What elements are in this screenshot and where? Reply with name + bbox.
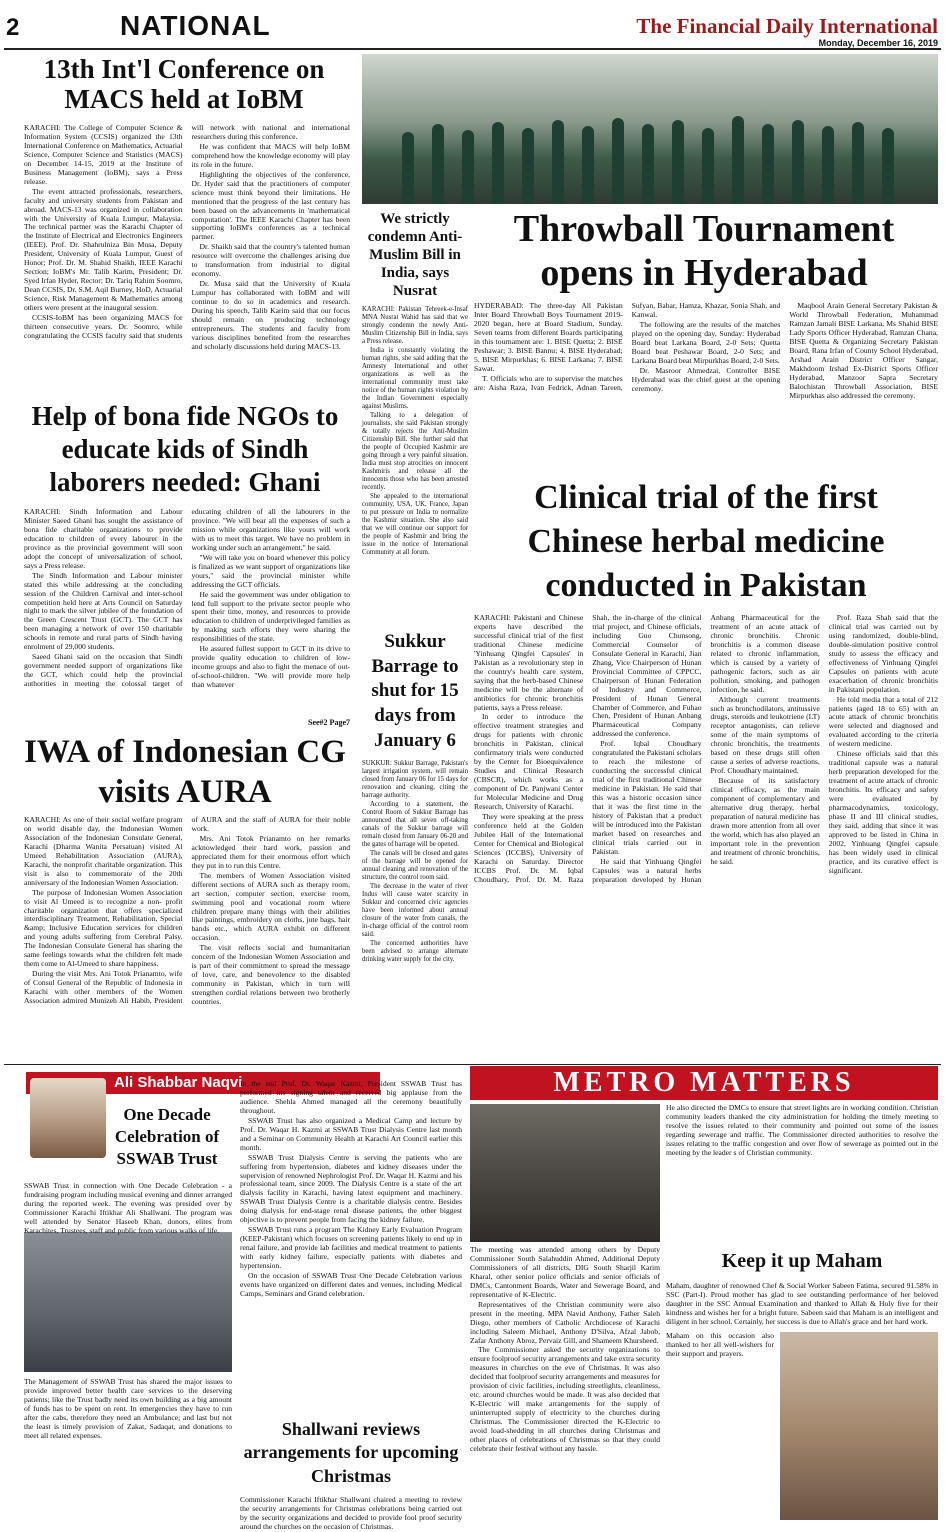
- throwball-paragraph: HYDERABAD: The three-day All Pakistan Inter Board Throwball Boys Tournament 2019-2020 began, here at Board Stadium, Sunday. Seven teams from different Boards participating in this tournament are: 1. BISE Quetta; 2. BISE Peshawar; 3. BISE Bannu; 4. BISE Hyderabad; 5. BISE Mirpurkhas; 6. BISE Larkana; 7. BISE Sawat.: [474, 301, 623, 373]
- nusrat-paragraph: India is constantly violating the human rights, she said adding that the Amnesty International and other organizations as well as the international community must take notice of the human rights violation by the Indian Government especially against Muslims.: [362, 347, 468, 411]
- macs-paragraph: Dr. Shaikh said that the country's talented human resource will overcome the challenges arising due to transformation from industrial to digital economy.: [191, 242, 350, 279]
- ngo-paragraph: "We will take you on board whenever this policy is finalized as we want support of organizations like yours," said the provincial minister while addressing the GCT officials.: [191, 552, 350, 589]
- masthead-rule: [4, 48, 941, 50]
- iwa-headline: IWA of Indonesian CG visits AURA: [24, 734, 346, 811]
- sukkur-paragraph: The concerned authorities have been advised to arrange alternate drinking water supply for the city.: [362, 940, 468, 964]
- macs-paragraph: The event attracted professionals, researchers, faculty and university students from Pakistan and abroad. MACS-13 was organized in collaboration with the University of Kuala Lumpur, Malaysia. The technical partner was the Karachi Chapter of the Institute of Electrical and Electronics Engineers (IEEE). Prof. Dr. Shahrulniza Bin Musa, Deputy President, University of Kuala Lumpur, Guest of Honor; Prof. Dr. M. Shahid Shaikh, IEEE Karachi Section; IoBM's Mr. Talib Karim, President; Dr. Syed Irfan Hyder, Rector; Dr. Tariq Rahim Soomro, Dean CCSIS, Dr. S.M. Aqil Burney, HoD, Actuarial Science, Risk Management & Mathematics among others were present at the inaugural session.: [24, 186, 183, 313]
- throwball-paragraph: T. Officials who are to supervise the matches are: Aisha Raza, Ivan Fedrick, Adnan Tareen, Sufyan, Babar, Hamza, Khazar, Sonia Shah, and Kanwal.: [474, 301, 781, 392]
- herbal-paragraph: They were speaking at the press conference held at the Golden Jubilee Hall of the International Center for Chemical and Biological Sciences (ICCBS), University of Karachi on Saturday. Director ICCBS Prof. Dr. M. Iqbal Choudhary, Prof. Dr. M. Raza Shah, the in-charge of the clinical trial project, and Chinese officials, including Guo Chunsong, Commercial Counselor of Consulate General in Karachi, Jian Zhang, Vice Chairperson of Hunan Provincial Committee of CPPCC, Chairperson of Hunan Federation of Industry and Commerce, President of Hunan General Chamber of Commerce, and Fuhao Chen, President of Hunan Anbang Pharmaceutical Company addressed the conference.: [474, 613, 702, 884]
- herbal-paragraph: Chinese officials said that this traditional capsule was a natural herb preparation developed for the treatment of acute attack of chronic bronchitis. Its efficacy and safety were evaluated by pharmacodynamics, toxicology, phase II and III clinical studies, they said, adding that since it was approved to be listed in China in 2002, Yinhuang Qingfei capsule has been widely used in clinical practice, and its curative effect is significant.: [828, 749, 938, 875]
- sukkur-paragraph: The canals will be closed and gates of the barrage will be opened for annual cleaning and renovation of the structure, the control room said.: [362, 850, 468, 882]
- shallwani-paragraph: He also directed the DMCs to ensure that street lights are in working condition. Christian community leaders thanked the city administration for holding the timely meeting to resolve the issues related to their community and pointed out some of the issues regarding sewerage and traffic. The Commissioner directed authorities to resolve the issues relating to the traffic congestion and over flow of sewerage as pointed out in the meeting by the leader s of Christian community.: [666, 1103, 938, 1157]
- shallwani-paragraph: Representatives of the Christian community were also present in the meeting. MPA Navid Anthony, Father Saleh Diego, other members of Catholic Archdiocese of Karachi including Saleem Michael, Anthony D'Silva, Afzal Jabob, Zafar Anthony Abroz, Pervaiz Gill, and Shameem Khursheed.: [470, 1299, 660, 1345]
- page-number: 2: [6, 14, 20, 41]
- throwball-paragraph: The following are the results of the matches played on the opening day, Sunday: Hyderabad Board beat Larkana Board, 2-0 Sets; Quetta Board beat Peshawar Board, 2-0 Sets; and Larkana Board beat Mirpurkhas Board, 2-0 Sets.: [631, 319, 781, 365]
- sukkur-paragraph: The decrease in the water of river Indus will cause water scarcity in Sukkur and concerned civic agencies have been informed about annual closure of the water from canals, the in-charge official of the control room said.: [362, 883, 468, 939]
- nusrat-headline: We strictly condemn Anti-Muslim Bill in India, says Nusrat: [367, 211, 463, 299]
- macs-paragraph: KARACHI: The College of Computer Science & Information System (CCSIS) organized the 13th International Conference on Mathematics, Actuarial Science, Computer Science and Statistics (MACS) on December 14-15, 2019 at the Institute of Business Management (IoBM), says a Press release.: [24, 123, 183, 186]
- herbal-paragraph: Prof. Iqbal Choudhary congratulated the Pakistani scholars to reach the milestone of conducting the successful clinical trial of the first traditional Chinese medicine in Pakistan. He said that this was a historic occasion since that it was the first time in the history of Pakistan that a product will be introduced into the Pakistan market based on researches and clinical trials carried out in Pakistan.: [592, 739, 702, 856]
- maham-body: [666, 1332, 774, 1520]
- shallwani-paragraph: Commissioner Karachi Iftikhar Shallwani chaired a meeting to review the security arrangements for Christmas celebrations being carried out by the security organizations and decided to provide fool proof security around the churches on the occasion of Christmas.: [240, 1495, 462, 1531]
- maham-portrait: [780, 1332, 938, 1520]
- macs-paragraph: He was confident that MACS will help IoBM comprehend how the knowledge economy will play its role in the future.: [191, 141, 350, 169]
- ssswab-paragraph: SSWAB Trust runs a program The Kidney Early Evaluation Program (KEEP-Pakistan) which focuses on screening patients likely to end up in renal failure, and provide lab facilities and medical treatment to patients with early kidney failure, especially patients with diabetes and hypertension.: [240, 1225, 462, 1271]
- ngo-paragraph: The Sindh Information and Labour minister stated this while addressing at the concluding session of the Children Carnival and inter-school competition held here at Arts Council on Saturday night to mark the silver jubilee of the foundation of the Green Crescent Trust (GCT). The GCT has been managing a network of over 150 charitable schools in remote and rural parts of Sindh having enrolment of 29,000 students.: [24, 570, 183, 652]
- shallwani-headline: Shallwani reviews arrangements for upcoming Christmas: [243, 1419, 459, 1486]
- ngo-headline: Help of bona fide NGOs to educate kids of Sindh laborers needed: Ghani: [31, 401, 339, 497]
- ngo-paragraph: He said the government was under obligation to lend full support to the private sector people who spent their time, money, and resources to provide education to children of underprivileged families as by making such efforts they were sharing the responsibilities of the state.: [191, 589, 350, 644]
- throwball-body: [474, 302, 938, 472]
- maham-headline: Keep it up Maham: [721, 1250, 883, 1272]
- iwa-paragraph: The members of Women Association visited different sections of AURA such as therapy room, art section, computer section, exercise room, swimming pool and vocational room where children prepare many things with their abilities like paintings, embroidery on cloths, jute bags, hair bands etc., which AURA exhibit on different occasion.: [191, 870, 350, 943]
- nusrat-paragraph: KARACHI: Pakistan Tehreek-e-Insaf MNA Nusrat Wahid has said that we strongly condemn the newly Anti-Muslim Citizenship Bill in India, says a Press release.: [362, 306, 468, 346]
- iwa-paragraph: The visit reflects social and humanitarian concern of the Indonesian Women Association and is part of their commitment to spread the message of love, care, and benevolence to the disabled community in Pakistan, which in turn will strengthen cordial relations between two brotherly countries.: [191, 943, 350, 1007]
- sukkur-paragraph: According to a statement, the Control Room of Sukkur Barrage has announced that all seven off-taking canals of the Sukkur barrage will remain closed from January 06-20 and the gates of barrage will be opened.: [362, 801, 468, 849]
- ngo-paragraph: KARACHI: Sindh Information and Labour Minister Saeed Ghani has sought the assistance of bona fide charitable organizations to provide education to children of every labourer in the province as the provincial government will soon adopt the concept of universalization of school, says a Press release.: [24, 507, 183, 570]
- issue-date: Monday, December 16, 2019: [818, 38, 938, 48]
- macs-headline: 13th Int'l Conference on MACS held at IoBM: [43, 54, 325, 115]
- herbal-paragraph: Although current treatments such as bronchodilators, antitussive drugs, steroids and leukotriene (LT) receptor antagonists, can relieve some of the main symptoms of chronic bronchitis, the treatments based on these drugs still often cause a series of adverse reactions, Prof. Choudhary maintained.: [710, 694, 820, 776]
- ssswab-paragraph: In the end Prof. Dr. Waqar Kazmi, President SSWAB Trust has performed his signing talent and received big applause from the audience. Shehla Ahmed managed all the ceremony beautifully throughout.: [240, 1079, 462, 1115]
- ssswab-headline: One Decade Celebration of SSWAB Trust: [114, 1105, 220, 1169]
- ssswab-paragraph: SSWAB Trust in connection with One Decade Celebration - a fundraising program including musical evening and dinner arranged during the reported week. The evening was presided over by Commissioner Karachi Iftikhar Ali Shallwani. The program was well attended by Senator Haseeb Khan, donors, elites from Karachites, Trustees, staff and public from various walks of life.: [24, 1181, 232, 1235]
- herbal-paragraph: Because of its satisfactory clinical efficacy, as the main component of complementary and alternative drug therapy, herbal preparation of natural medicine has drawn more attention from all over the world, which has also played an important role in the prevention and treatment of chronic bronchitis, he said.: [710, 776, 820, 866]
- iwa-paragraph: Mrs. Ani Totok Prianamto on her remarks acknowledged their hard work, passion and appreciated them for their enormous effort which they put in to run this Centre.: [191, 833, 350, 870]
- ssswab-intro: [24, 1181, 232, 1235]
- shallwani-body: [470, 1246, 660, 1520]
- metro-matters-banner: METRO MATTERS: [470, 1066, 938, 1100]
- herbal-paragraph: KARACHI: Pakistani and Chinese experts have described the successful clinical trial of the first traditional Chinese medicine 'Yinhuang Qingfei Capsules' in Pakistan as a revolutionary step in the country's health care system, saying that the herb-based Chinese medicine will be the alternate of antibiotics for chronic bronchitis patients, says a Press release.: [474, 613, 584, 712]
- herbal-paragraph: In order to introduce the effective treatment strategies and drugs for patients with chronic bronchitis in Pakistan, clinical confirmatory trials were conducted by the Center for Bioequivalence Studies and Clinical Research (CBSCR), which works as a component of Dr. Panjwani Center for Molecular Medicine and Drug Research, University of Karachi.: [474, 712, 584, 812]
- nusrat-paragraph: She appealed to the international community, USA, UK, France, Japan to put pressure on India to normalize the Kashmir situation. She also said that we will continue our support for the people of Kashmir and bring the issue in the notice of International Community at all forum.: [362, 493, 468, 557]
- herbal-headline: Clinical trial of the first Chinese herbal medicine conducted in Pakistan: [527, 479, 885, 605]
- ngo-body: [24, 508, 350, 718]
- ngo-paragraph: He assured fullest support to GCT in its drive to provide quality education to children of low-income groups and also to fight the menace of out-of-school-children. "We will provide more help than whatever: [191, 644, 350, 690]
- iwa-paragraph: The purpose of Indonesian Women Association to visit Al Umeed is to recognize a non- profit charitable organization that offers specialized interdisciplinary Treatment, Rehabilitation, Special &amp; Inclusive Education services for children and young adults suffering from Cerebral Palsy. The Indonesian Consulate General has sharing the same feelings towards what the children felt made them come to Al-Umeed to share happiness.: [24, 887, 183, 969]
- shallwani-paragraph: The Commissioner asked the security organizations to ensure foolproof security arrangements and take extra security measures in churches on the eve of Christmas. It was also decided that foolproof security arrangements and measures for provision of civic facilities, including streetlights, cleanliness, etc. around churches would be made. It was also decided that K-Electric will make arrangements for the supply of uninterrupted supply of electricity to the churches during Christmas. The Commissioner directed the K-Electric to avoid load-shedding in all churches during Christmas and other places of celebrations of Christmas so that they could celebrate their festival without any hassle.: [470, 1345, 660, 1453]
- ssswab-body-right: [240, 1080, 462, 1410]
- ssswab-body-left: [24, 1378, 232, 1520]
- ssswab-paragraph: On the occasion of SSWAB Trust One Decade Celebration various events have organized on different dates and venues, including Medical Camps, Seminars and Grand celebration.: [240, 1271, 462, 1298]
- macs-paragraph: CCSIS-IoBM has been organizing MACS for thirteen consecutive years. Dr. Soomro, while congratulating the CCSIS faculty said that students will network with national and international researchers during this conference.: [24, 123, 350, 340]
- section-title: NATIONAL: [120, 10, 271, 41]
- maham-lead: [666, 1282, 938, 1328]
- maham-paragraph: Maham, daughter of renowned Chef & Social Worker Sabeen Fatima, secured 91.58% in SSC (Part-I). Proud mother has glad to see outstanding performance of her beloved daughter in the SSC Annual Examination and thanked to Allah & Holy five for their kindness and wishes her for a bright future. Sabeen said that Maham is an intelligent and diligent in her school. Certainly, her success is due to Allah's grace and her hard work.: [666, 1281, 938, 1326]
- ssswab-paragraph: SSWAB Trust has also organized a Medical Camp and lecture by Prof. Dr. Waqar H. Kazmi at SSWAB Trust Dialysis Centre last month and a Seminar on Community Health at Karachi Art Council earlier this month.: [240, 1115, 462, 1152]
- throwball-paragraph: Dr. Masroor Ahmedzai, Controller BISE Hyderabad was the chief guest at the opening ceremony.: [631, 365, 781, 393]
- sukkur-headline: Sukkur Barrage to shut for 15 days from January 6: [371, 631, 459, 751]
- macs-body: [24, 124, 350, 398]
- macs-paragraph: Highlighting the objectives of the conference, Dr. Hyder said that the practitioners of computer science must think beyond their limitations. He mentioned that the progress of the last century has been based on the advancements in 'mathematical computation'. The IEEE Karachi Chapter has been supporting IoBM's conferences as a technical partner.: [191, 169, 350, 242]
- herbal-paragraph: He told media that a total of 212 patients (aged 18 to 65) with an acute attack of chronic bronchitis were selected and diagnosed and evaluated according to the criteria of western medicine.: [828, 694, 938, 749]
- columnist-name: Ali Shabbar Naqvi: [114, 1074, 243, 1091]
- sukkur-body: [362, 760, 468, 1060]
- shallwani-body-continued: [666, 1104, 938, 1244]
- throwball-team-photo: [362, 54, 938, 204]
- iwa-paragraph: KARACHI: As one of their social welfare program on world disable day, the Indonesian Women Association of the Indonesian Consulate General, Karachi (Dharma Wanita Persatuan) visited Al Umeed Rehabilitation Association (AURA), Karachi, the nonprofit charitable organization. This visit is also to commemorate of the 20th anniversary of the Indonesian Women Association.: [24, 815, 183, 887]
- publication-name: The Financial Daily International: [636, 14, 938, 38]
- herbal-paragraph: He said that Yinhuang Qingfei Capsules was a natural herbs preparation developed by Hunan Anbang Pharmaceutical for the treatment of an acute attack of chronic bronchitis. Chronic bronchitis is a common disease related to chronic inflammation, which is caused by a variety of pathogenic factors, such as air pollution, smoking, and pathogen infection, he said.: [592, 613, 820, 884]
- throwball-paragraph: Maqbool Arain General Secretary Pakistan & World Throwball Federation, Muhammad Ramzan Jamali BISE Larkana, Ms Shahid BISE Lady Sports Officer Hyderabad, Ramzan Chana, BISE Quetta & Organizing Secretary Pakistan Board, Rana Irfan of County School Hyderabad, Arshad Arain District Officer Sangar, Makhdoom Irshad Ex-District Sports Officer Hyderabad, Manzoor Sapra Secretary Balochistan Throwball Association, BISE Mirpurkhas also addressed the ceremony.: [789, 301, 938, 400]
- ngo-paragraph: Saeed Ghani said on the occasion that Sindh government needed support of organizations like the GCT, which could help the provincial authorities in meeting the colossal target of educating children of all the labourers in the province. "We will bear all the expenses of such a mission while organizations like yours will work with us to meet this target. We have no problem in working under such an arrangement," he said.: [24, 507, 350, 689]
- macs-paragraph: Dr. Musa said that the University of Kuala Lumpur has collaborated with IoBM and will continue to do so in academics and research. During his speech, Talib Karim said that our focus should remain on producing technology entrepreneurs. The students and faculty from various disciplines benefited from the researches and scholarly discussions held during MACS-13.: [191, 279, 350, 351]
- throwball-headline: Throwball Tournament opens in Hyderabad: [513, 208, 895, 294]
- columnist-portrait: [30, 1078, 106, 1158]
- herbal-paragraph: Prof. Raza Shah said that the clinical trial was carried out by using randomized, double-blind, double-simulation positive control study to assess the efficacy and effectiveness of Yinhuang Qingfei Capsules on patients with acute exacerbation of chronic bronchitis in Pakistani population.: [828, 613, 938, 694]
- nusrat-paragraph: Talking to a delegation of journalists, she said Pakistan strongly & totally rejects the Anti-Muslim Citizenship Bill. She further said that the people of Occupied Kashmir are going through a very painful situation. India must stop atrocities on innocent Kashmiris and release all the innocents those who has been arrested recently.: [362, 412, 468, 492]
- section-divider: [4, 1064, 941, 1065]
- herbal-body: [474, 614, 938, 1062]
- iwa-paragraph: During the visit Mrs. Ani Totok Prianamto, wife of Consul General of the Republic of Indonesia in Karachi with other members of the Women Association admired Munizeh Ali Habib, President of AURA and the staff of AURA for their noble work.: [24, 815, 350, 1006]
- shallwani-lead: [240, 1495, 462, 1531]
- ssswab-group-photo: [24, 1232, 232, 1372]
- ngo-continued-note[interactable]: See#2 Page7: [308, 718, 350, 727]
- sukkur-paragraph: SUKKUR: Sukkur Barrage, Pakistan's largest irrigation system, will remain closed from January 06 for 15 days for renovation and cleaning, citing the barrage authority.: [362, 760, 468, 800]
- ssswab-paragraph: SSWAB Trust Dialysis Centre is serving the patients who are suffering from hypertension, diabetes and kidney diseases under the supervision of renowned Nephrologist Prof. Dr. Waqar H. Kazmi and his professional team, since 2009. The Dialysis Centre is a state of the art dialysis facility in Karachi, having latest equipment and machinery. SSWAB Trust Dialysis Centre is a charitable dialysis centre. Besides doing dialysis for end-stage renal disease patients, the other biggest objective is to prevent people from facing the kidney failure.: [240, 1152, 462, 1225]
- nusrat-body: [362, 306, 468, 624]
- iwa-body: [24, 816, 350, 1060]
- maham-paragraph: Maham on this occasion also thanked to her all well-wishers for their support and prayers.: [666, 1331, 774, 1358]
- shallwani-paragraph: The meeting was attended among others by Deputy Commissioner South Salahuddin Ahmed, Additional Deputy Commissioners of all districts, DIG South Sharjil Karim Kharal, other senior police officials and senior officials of DMCs, Cantonment Boards, Water and Sewerage Board, and representative of K-Electric.: [470, 1245, 660, 1299]
- ssswab-paragraph: The Management of SSWAB Trust has shared the major issues to provide improved better health care services to the deserving patients; like the Trust badly need its own building as a big amount of funds has to be spent on rent. In emergencies they have to run after the cabs, therefore they need an Ambulance; and last but not the least is timely provision of Zakat, Sadaqat, and donations to meet all related expenses.: [24, 1377, 232, 1440]
- meeting-photo: [470, 1104, 660, 1242]
